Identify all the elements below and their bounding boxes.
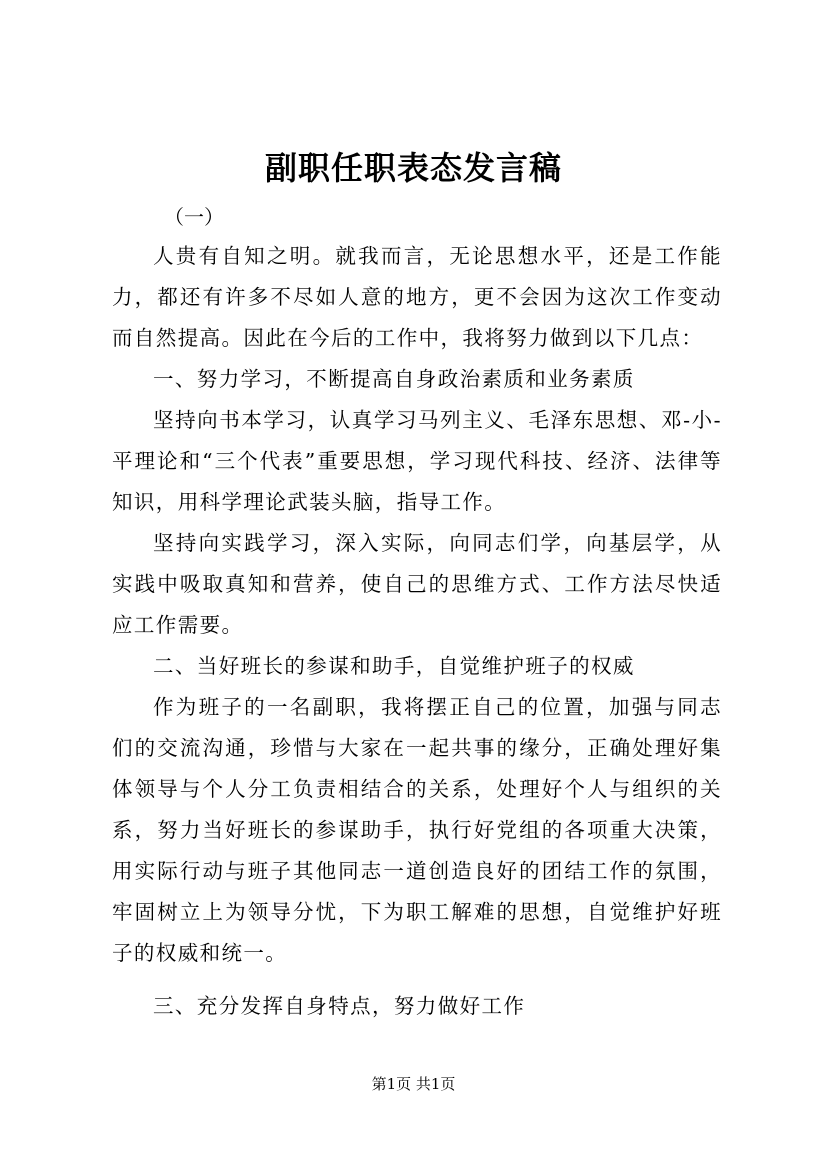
section-heading-3: 三、充分发挥自身特点，努力做好工作 (153, 994, 526, 1018)
page-footer: 第1页 共1页 (371, 1075, 456, 1093)
body-paragraph: 作为班子的一名副职，我将摆正自己的位置，加强与同志们的交流沟通，珍惜与大家在一起共事的缘分，正确处理好集体领导与个人分工负责相结合的关系，处理好个人与组织的关系，努力当好班长的参谋助手，执行好党组的各项重大决策，用实际行动与班子其他同志一道创造良好的团结工作的氛围，牢固树立上为领导分忧，下为职工解难的思想，自觉维护好班子的权威和统一。 (112, 695, 722, 965)
document-title: 副职任职表态发言稿 (264, 149, 562, 187)
body-paragraph: 坚持向实践学习，深入实际，向同志们学，向基层学，从实践中吸取真知和营养，使自己的思维方式、工作方法尽快适应工作需要。 (112, 531, 722, 637)
section-heading-2: 二、当好班长的参谋和助手，自觉维护班子的权威 (153, 654, 635, 678)
body-paragraph: 坚持向书本学习，认真学习马列主义、毛泽东思想、邓-小-平理论和“三个代表”重要思想，学习现代科技、经济、法律等知识，用科学理论武装头脑，指导工作。 (112, 408, 722, 514)
document-body (112, 236, 722, 1027)
section-number: （一） (164, 205, 224, 229)
section-heading-1: 一、努力学习，不断提高自身政治素质和业务素质 (153, 367, 635, 391)
intro-paragraph: 人贵有自知之明。就我而言，无论思想水平，还是工作能力，都还有许多不尽如人意的地方，更不会因为这次工作变动而自然提高。因此在今后的工作中，我将努力做到以下几点： (112, 244, 722, 350)
